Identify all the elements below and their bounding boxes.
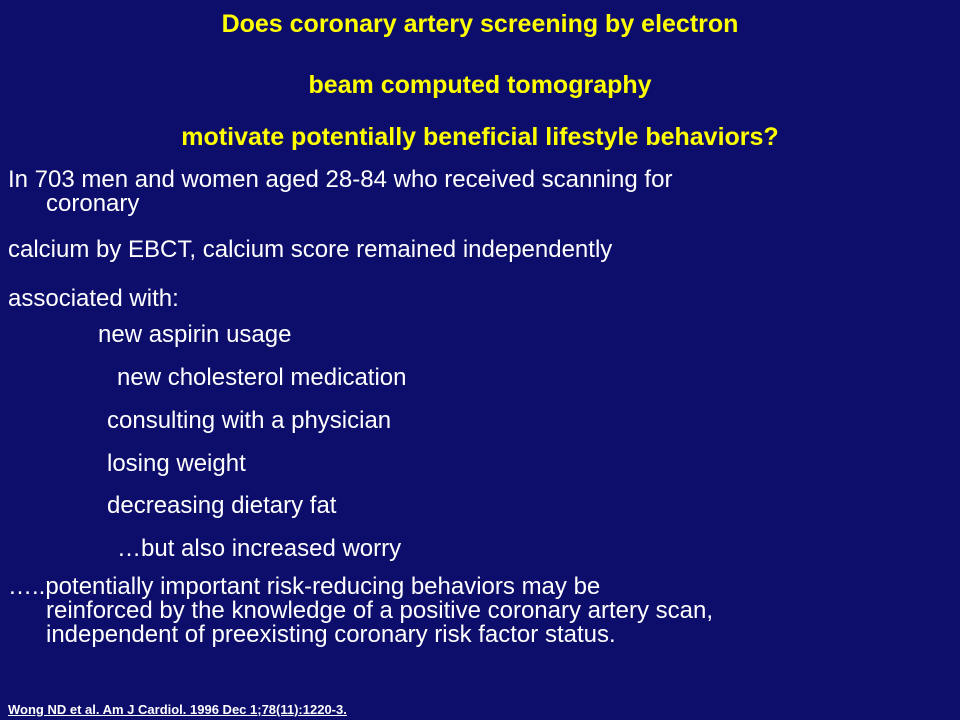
intro-paragraph [8,168,953,216]
title-line-3: motivate potentially beneficial lifestyle behaviors? [181,123,779,151]
intro-line-2: calcium by EBCT, calcium score remained independently [8,236,613,263]
intro-line-3: associated with: [8,285,179,312]
intro-line-1-continuation: coronary [46,190,140,217]
behavior-item: consulting with a physician [107,407,392,434]
behavior-item: decreasing dietary fat [107,492,337,519]
conclusion-paragraph [8,575,953,647]
conclusion-line-1: …..potentially important risk-reducing behaviors may be [8,573,601,600]
conclusion-line-2: reinforced by the knowledge of a positive coronary artery scan, [46,597,714,624]
citation: Wong ND et al. Am J Cardiol. 1996 Dec 1;78(11):1220-3. [8,702,347,717]
behavior-item: new cholesterol medication [117,364,407,391]
intro-line-1: In 703 men and women aged 28-84 who received scanning for [8,166,673,193]
behavior-item: new aspirin usage [98,321,292,348]
title-line-2: beam computed tomography [308,71,652,99]
title-line-1: Does coronary artery screening by electron [221,10,739,38]
behavior-item: …but also increased worry [117,535,402,562]
behavior-item: losing weight [107,450,246,477]
conclusion-line-3: independent of preexisting coronary risk factor status. [46,621,616,648]
